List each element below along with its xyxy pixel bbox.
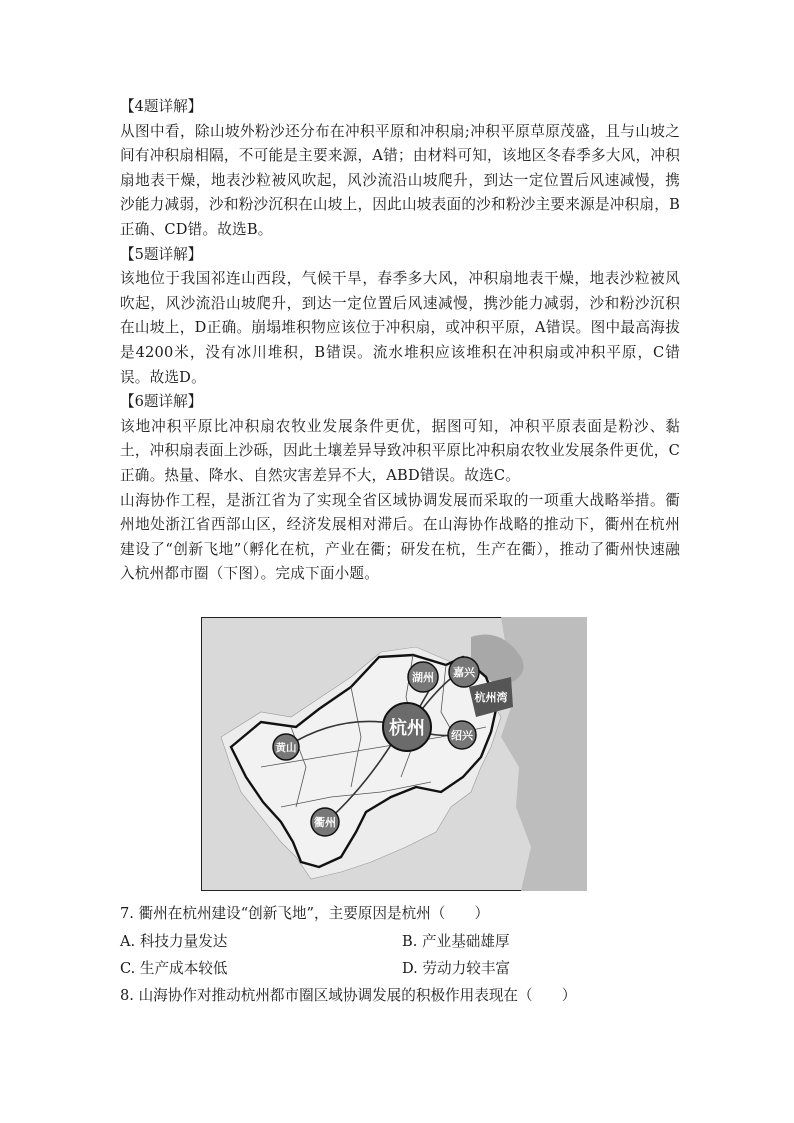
hangzhou-metro-map bbox=[201, 617, 587, 891]
document-body bbox=[120, 95, 680, 587]
question-7-option-a: A. 科技力量发达 bbox=[120, 933, 228, 950]
map-label-jiaxing: 嘉兴 bbox=[453, 666, 475, 679]
question-7-option-b: B. 产业基础雄厚 bbox=[402, 933, 510, 950]
map-label-shaoxing: 绍兴 bbox=[451, 729, 473, 742]
section-heading-q6: 【6题详解】 bbox=[120, 393, 203, 411]
map-label-hangzhou: 杭州 bbox=[389, 718, 425, 739]
map-label-quzhou: 衢州 bbox=[314, 816, 336, 829]
question-7-option-d: D. 劳动力较丰富 bbox=[402, 960, 511, 977]
section-heading-q5: 【5题详解】 bbox=[120, 245, 203, 263]
answer-paragraph-q4: 从图中看，除山坡外粉沙还分布在冲积平原和冲积扇;冲积平原草原茂盛，且与山坡之间有冲积扇相隔，不可能是主要来源，A错；由材料可知，该地区冬春季多大风，冲积扇地表干燥，地表沙粒被风吹起，风沙流沿山坡爬升，到达一定位置后风速减慢，携沙能力减弱，沙和粉沙沉积在山坡上，因此山坡表面的沙和粉沙主要来源是冲积扇，B正确、CD错。故选B。 bbox=[120, 122, 680, 238]
question-8-stem: 8. 山海协作对推动杭州都市圈区域协调发展的积极作用表现在（ ） bbox=[120, 987, 577, 1004]
answer-paragraph-q6: 该地冲积平原比冲积扇农牧业发展条件更优，据图可知，冲积平原表面是粉沙、黏土，冲积扇表面上沙砾，因此土壤差异导致冲积平原比冲积扇农牧业发展条件更优，C正确。热量、降水、自然灾害差异不大，ABD错误。故选C。 bbox=[120, 417, 680, 484]
material-paragraph: 山海协作工程，是浙江省为了实现全省区域协调发展而采取的一项重大战略举措。衢州地处浙江省西部山区，经济发展相对滞后。在山海协作战略的推动下，衢州在杭州建设了“创新飞地”（孵化在杭，产业在衢；研发在杭，生产在衢），推动了衢州快速融入杭州都市圈（下图）。完成下面小题。 bbox=[120, 491, 680, 583]
map-label-huangshan: 黄山 bbox=[275, 742, 297, 754]
map-label-huzhou: 湖州 bbox=[412, 671, 434, 684]
question-7-option-c: C. 生产成本较低 bbox=[120, 960, 228, 977]
map-label-hangzhou-bay: 杭州湾 bbox=[474, 691, 508, 704]
answer-paragraph-q5: 该地位于我国祁连山西段，气候干旱，春季多大风，冲积扇地表干燥，地表沙粒被风吹起，风沙流沿山坡爬升，到达一定位置后风速减慢，携沙能力减弱，沙和粉沙沉积在山坡上，D正确。崩塌堆积物应该位于冲积扇，或冲积平原，A错误。图中最高海拔是4200米，没有冰川堆积，B错误。流水堆积应该堆积在冲积扇或冲积平原，C错误。故选D。 bbox=[120, 270, 680, 386]
section-heading-q4: 【4题详解】 bbox=[120, 98, 203, 115]
question-7-stem: 7. 衢州在杭州建设“创新飞地”，主要原因是杭州（ ） bbox=[120, 905, 490, 922]
